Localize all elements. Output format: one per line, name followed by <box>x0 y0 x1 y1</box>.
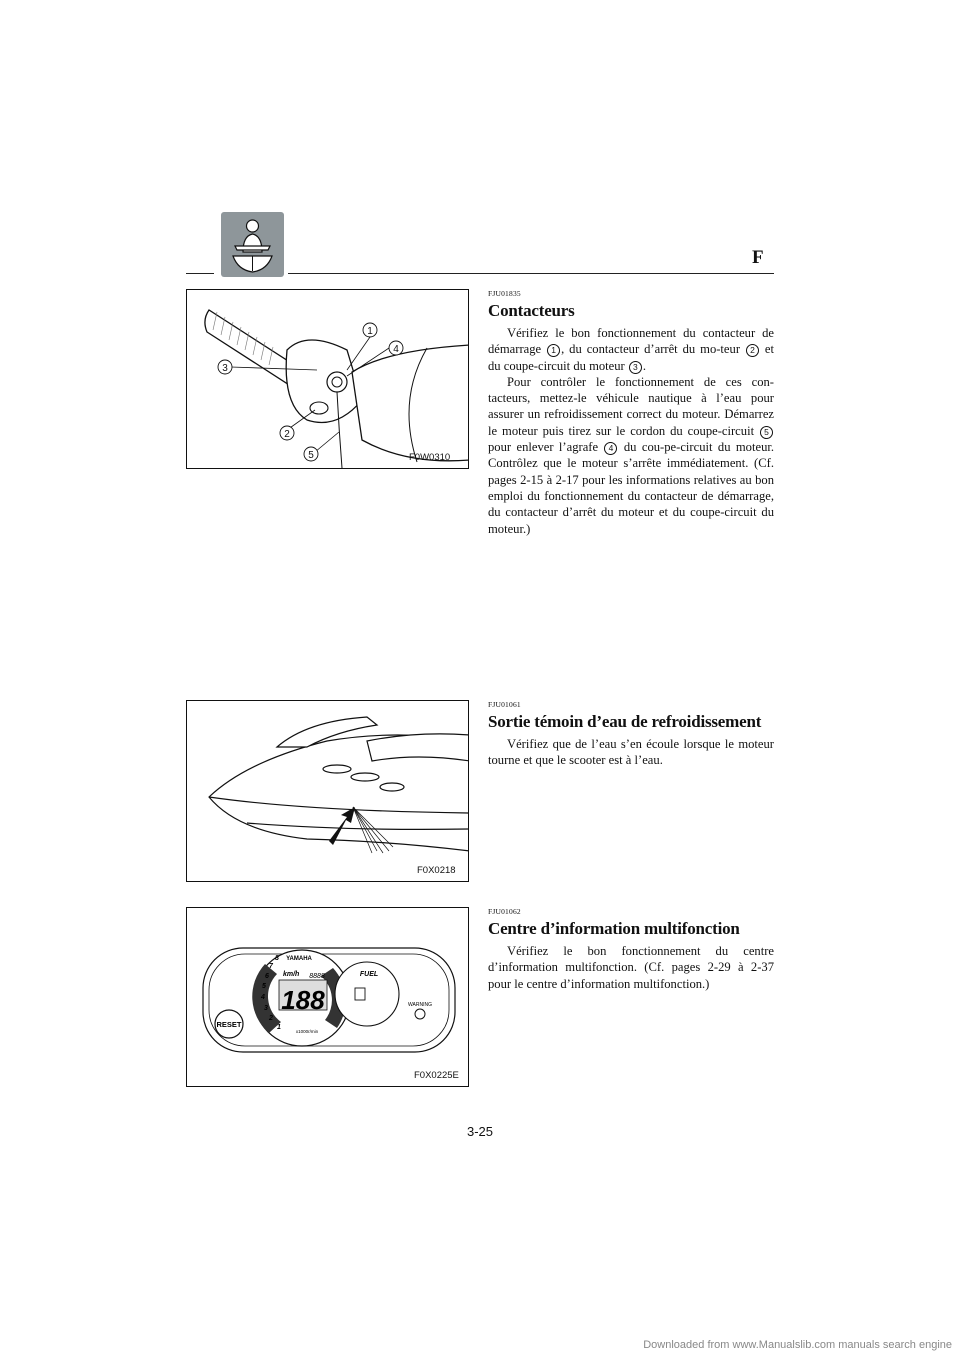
tick-4: 4 <box>261 994 265 1001</box>
tick-7: 7 <box>269 963 273 970</box>
paragraph: Vérifiez le bon fonctionnement du contacteur de démarrage 1 , du contacteur d’arrêt du mo-teur 2 et du coupe-circuit du moteur 3 . <box>488 326 775 373</box>
fuel-label: FUEL <box>359 971 379 978</box>
section-code: FJU01062 <box>488 907 521 916</box>
figure-information-center <box>186 907 469 1087</box>
section-contacteurs <box>488 289 774 537</box>
callout-4: 4 <box>393 344 399 355</box>
callout-5: 5 <box>308 450 314 461</box>
rider-icon <box>221 212 284 277</box>
tick-3: 3 <box>264 1005 268 1012</box>
paragraph: Vérifiez le bon fonctionnement du centre d’information multifonction. (Cf. pages 2-29 à 2-37 pour le centre d’information multifonction.) <box>488 944 774 991</box>
speed-unit: km/h <box>283 971 300 978</box>
section-code: FJU01835 <box>488 289 521 298</box>
section-title: Centre d’information multifonction <box>488 919 740 938</box>
section-centre-information <box>488 907 774 992</box>
paragraph: Pour contrôler le fonctionnement de ces con-tacteurs, mettez-le véhicule nautique à l’eau pour assurer un refroidissement correct du moteur. Démarrez le moteur puis tirez sur le cordon du coupe-circuit 5 pour enlever l’agrafe 4 du cou-pe-circuit du moteur. Contrôlez que le moteur s’arrête immédiatement. (Cf. pages 2-15 à 2-17 pour les informations relatives au bon emploi du fonctionnement du contacteur de démarrage, du contacteur d’arrêt du moteur et du coupe-circuit du moteur.) <box>488 374 775 536</box>
callout-1: 1 <box>367 326 373 337</box>
language-letter: F <box>752 247 764 268</box>
rpm-label: x1000r/min <box>295 1029 319 1034</box>
callout-2: 2 <box>284 429 290 440</box>
header-rule-left <box>186 273 214 274</box>
ref-3: 3 <box>629 361 642 374</box>
section-title: Contacteurs <box>488 301 575 320</box>
ref-5: 5 <box>760 426 773 439</box>
reset-label: RESET <box>216 1020 242 1029</box>
ref-4: 4 <box>604 442 617 455</box>
figure-code: F0X0225E <box>414 1070 459 1081</box>
section-code: FJU01061 <box>488 700 521 709</box>
ref-2: 2 <box>746 344 759 357</box>
trip-digits: 8888 <box>309 973 325 980</box>
tick-6: 6 <box>265 973 269 980</box>
speed-digits: 188 <box>281 985 325 1015</box>
brand-label: YAMAHA <box>286 956 312 962</box>
tick-5: 5 <box>262 983 266 990</box>
footer-watermark: Downloaded from www.Manualslib.com manuals search engine <box>643 1339 952 1351</box>
tick-8: 8 <box>275 955 279 962</box>
page-number: 3-25 <box>466 1124 494 1139</box>
section-title: Sortie témoin d’eau de refroidissement <box>488 712 762 731</box>
header-rule-right <box>288 273 774 274</box>
section-sortie-temoin <box>488 700 774 769</box>
figure-handlebar-switches <box>186 289 469 469</box>
tick-2: 2 <box>269 1015 273 1022</box>
figure-code: F0X0218 <box>417 865 456 876</box>
warning-label: WARNING <box>408 1002 432 1008</box>
figure-watercraft-outlet <box>186 700 469 882</box>
figure-code: F0W0310 <box>409 452 451 463</box>
paragraph: Vérifiez que de l’eau s’en écoule lorsque le moteur tourne et que le scooter est à l’eau. <box>488 737 774 768</box>
tick-1: 1 <box>277 1024 281 1031</box>
ref-1: 1 <box>547 344 560 357</box>
callout-3: 3 <box>222 363 228 374</box>
